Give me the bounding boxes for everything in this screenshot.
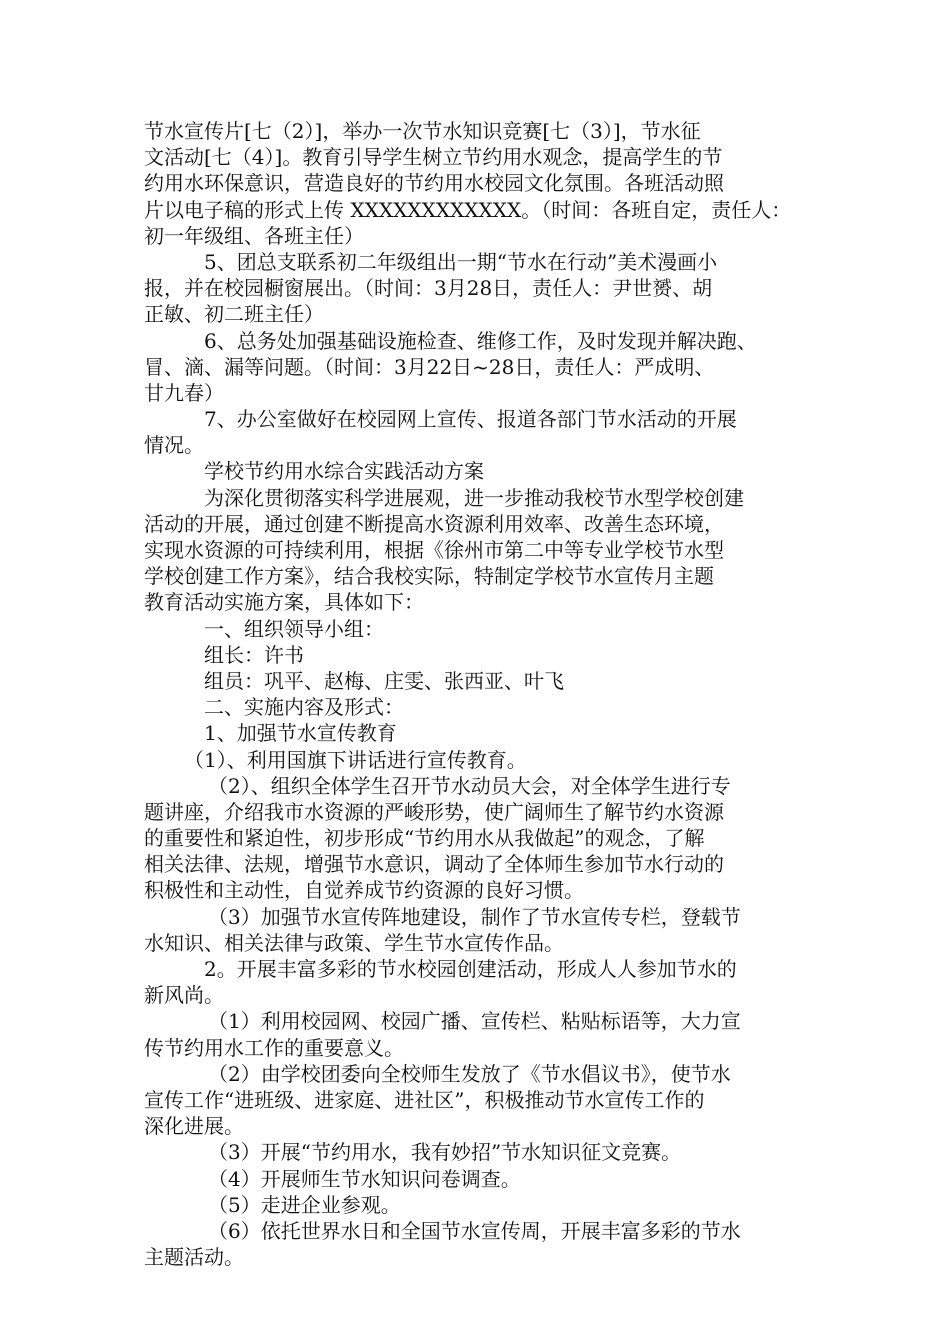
text-line: 水知识、相关法律与政策、学生节水宣传作品。 bbox=[144, 930, 564, 955]
text-line: （5）走进企业参观。 bbox=[208, 1192, 401, 1217]
text-line: 主题活动。 bbox=[144, 1245, 244, 1270]
text-line: 片以电子稿的形式上传 XXXXXXXXXXXX。（时间：各班自定，责任人： bbox=[144, 197, 792, 222]
text-line: 7、办公室做好在校园网上宣传、报道各部门节水活动的开展 bbox=[204, 407, 737, 432]
text-line: 5、团总支联系初二年级组出一期“节水在行动”美术漫画小 bbox=[204, 249, 718, 274]
text-line: 传节约用水工作的重要意义。 bbox=[144, 1035, 404, 1060]
text-line: 文活动[七（4）]。教育引导学生树立节约用水观念，提高学生的节 bbox=[144, 145, 723, 170]
text-line: （6）依托世界水日和全国节水宣传周，开展丰富多彩的节水 bbox=[208, 1218, 741, 1243]
text-line: 约用水环保意识，营造良好的节约用水校园文化氛围。各班活动照 bbox=[144, 171, 724, 196]
text-line: 题讲座，介绍我市水资源的严峻形势，使广阔师生了解节约水资源 bbox=[144, 799, 724, 824]
text-line: （1）利用校园网、校园广播、宣传栏、粘贴标语等，大力宣 bbox=[208, 1009, 741, 1034]
text-line: 初一年级组、各班主任） bbox=[144, 223, 364, 248]
text-line: 一、组织领导小组： bbox=[204, 616, 384, 641]
text-line: 冒、滴、漏等问题。（时间：3月22日~28日，责任人：严成明、 bbox=[144, 354, 715, 379]
text-line: 活动的开展，通过创建不断提高水资源利用效率、改善生态环境， bbox=[144, 511, 724, 536]
text-line: （2）、组织全体学生召开节水动员大会，对全体学生进行专 bbox=[208, 773, 731, 798]
text-line: 甘九春） bbox=[144, 380, 224, 405]
text-line: 报，并在校园橱窗展出。（时间：3月28日，责任人：尹世赟、胡 bbox=[144, 276, 713, 301]
text-line: 二、实施内容及形式： bbox=[204, 695, 404, 720]
text-line: 实现水资源的可持续利用，根据《徐州市第二中等专业学校节水型 bbox=[144, 538, 724, 562]
text-line: （2）由学校团委向全校师生发放了《节水倡议书》，使节水 bbox=[208, 1061, 731, 1086]
text-line: （3）加强节水宣传阵地建设，制作了节水宣传专栏，登载节 bbox=[208, 904, 741, 929]
text-line: 深化进展。 bbox=[144, 1114, 244, 1139]
text-line: （3）开展“节约用水，我有妙招”节水知识征文竞赛。 bbox=[208, 1140, 682, 1165]
text-line: 6、总务处加强基础设施检查、维修工作，及时发现并解决跑、 bbox=[204, 328, 757, 353]
text-line: 2。开展丰富多彩的节水校园创建活动，形成人人参加节水的 bbox=[204, 957, 737, 981]
text-line: 相关法律、法规，增强节水意识，调动了全体师生参加节水行动的 bbox=[144, 852, 724, 877]
text-line: 正敏、初二班主任） bbox=[144, 302, 324, 327]
document-body bbox=[144, 118, 814, 1270]
text-line: 积极性和主动性，自觉养成节约资源的良好习惯。 bbox=[144, 878, 584, 903]
text-line: 的重要性和紧迫性，初步形成“节约用水从我做起”的观念，了解 bbox=[144, 826, 705, 851]
text-line: （4）开展师生节水知识问卷调查。 bbox=[208, 1166, 521, 1191]
text-line: 情况。 bbox=[144, 433, 204, 458]
text-line: 学校创建工作方案》，结合我校实际，特制定学校节水宣传月主题 bbox=[144, 564, 714, 589]
text-line: 新风尚。 bbox=[144, 983, 224, 1008]
text-line: （1）、利用国旗下讲话进行宣传教育。 bbox=[184, 747, 527, 772]
text-line: 教育活动实施方案，具体如下： bbox=[144, 590, 424, 615]
text-line: 节水宣传片[七（2）]，举办一次节水知识竞赛[七（3）]，节水征 bbox=[144, 119, 701, 143]
text-line: 组长：许书 bbox=[204, 642, 304, 667]
text-line: 宣传工作“进班级、进家庭、进社区”，积极推动节水宣传工作的 bbox=[144, 1087, 705, 1112]
text-line: 组员：巩平、赵梅、庄雯、张西亚、叶飞 bbox=[204, 668, 564, 693]
text-line: 学校节约用水综合实践活动方案 bbox=[204, 459, 484, 484]
text-line: 为深化贯彻落实科学进展观，进一步推动我校节水型学校创建 bbox=[204, 485, 744, 510]
text-line: 1、加强节水宣传教育 bbox=[204, 721, 397, 746]
